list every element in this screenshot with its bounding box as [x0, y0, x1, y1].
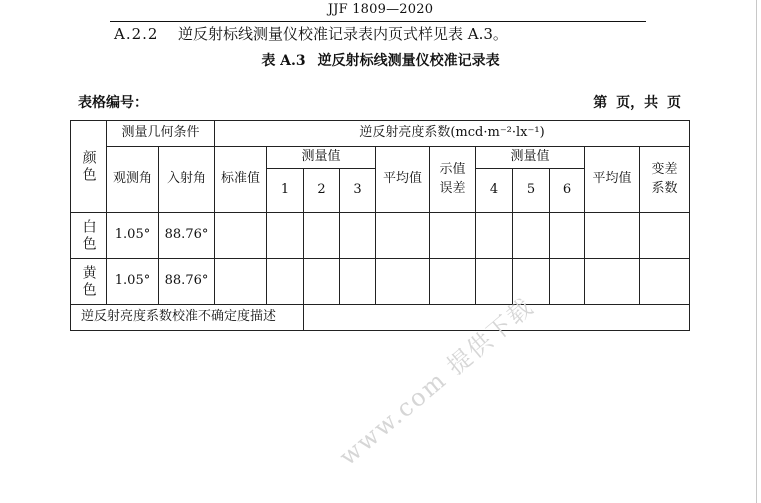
column-number: 3: [340, 169, 376, 213]
empty-cell[interactable]: [376, 213, 430, 259]
measured-value-header-2: 测量值: [476, 147, 585, 169]
observation-angle-cell: 1.05°: [107, 259, 159, 305]
column-number: 2: [304, 169, 340, 213]
table-row: [71, 259, 690, 305]
empty-cell[interactable]: [340, 213, 376, 259]
column-number: 5: [513, 169, 550, 213]
calibration-record-table: [70, 120, 690, 331]
empty-cell[interactable]: [340, 259, 376, 305]
empty-cell[interactable]: [430, 259, 476, 305]
column-number: 1: [267, 169, 304, 213]
page-label: 第 页，共 页: [593, 95, 681, 111]
geometry-header: 测量几何条件: [107, 121, 215, 147]
coefficient-header: 逆反射亮度系数(mcd·m⁻²·lx⁻¹): [215, 121, 690, 147]
empty-cell[interactable]: [585, 213, 640, 259]
observation-angle-cell: 1.05°: [107, 213, 159, 259]
observation-angle-header: 观测角: [107, 147, 159, 213]
column-number: 4: [476, 169, 513, 213]
empty-cell[interactable]: [304, 213, 340, 259]
header-rule: [110, 21, 646, 22]
entrance-angle-cell: 88.76°: [159, 259, 215, 305]
empty-cell[interactable]: [513, 213, 550, 259]
table-caption: [0, 50, 761, 70]
document-code: JJF 1809—2020: [327, 2, 434, 17]
variation-coefficient-header: 变差系数: [640, 147, 690, 213]
color-cell: 白色: [71, 213, 107, 259]
empty-cell[interactable]: [304, 259, 340, 305]
color-cell: 黄色: [71, 259, 107, 305]
uncertainty-description-label: 逆反射亮度系数校准不确定度描述: [71, 305, 304, 331]
empty-cell[interactable]: [215, 259, 267, 305]
indication-error-header: 示值误差: [430, 147, 476, 213]
empty-cell[interactable]: [476, 213, 513, 259]
empty-cell[interactable]: [585, 259, 640, 305]
empty-cell[interactable]: [550, 213, 585, 259]
entrance-angle-cell: 88.76°: [159, 213, 215, 259]
empty-cell[interactable]: [430, 213, 476, 259]
column-number: 6: [550, 169, 585, 213]
section-heading: [114, 23, 508, 44]
entrance-angle-header: 入射角: [159, 147, 215, 213]
average-header-1: 平均值: [376, 147, 430, 213]
measured-value-header-1: 测量值: [267, 147, 376, 169]
empty-cell[interactable]: [550, 259, 585, 305]
empty-cell[interactable]: [640, 213, 690, 259]
watermark: www.com 提供下载: [333, 292, 540, 472]
average-header-2: 平均值: [585, 147, 640, 213]
empty-cell[interactable]: [640, 259, 690, 305]
section-text: 逆反射标线测量仪校准记录表内页式样见表 A.3。: [178, 25, 508, 43]
page-edge-line: [756, 0, 757, 503]
form-number-label: 表格编号：: [78, 95, 148, 111]
empty-cell[interactable]: [376, 259, 430, 305]
empty-cell[interactable]: [267, 259, 304, 305]
standard-value-header: 标准值: [215, 147, 267, 213]
empty-cell[interactable]: [267, 213, 304, 259]
table-row: [71, 213, 690, 259]
table-title: 逆反射标线测量仪校准记录表: [317, 53, 500, 69]
color-header: 颜色: [71, 121, 107, 213]
section-number: A.2.2: [114, 25, 159, 43]
empty-cell[interactable]: [215, 213, 267, 259]
table-number: 表 A.3: [261, 53, 306, 69]
